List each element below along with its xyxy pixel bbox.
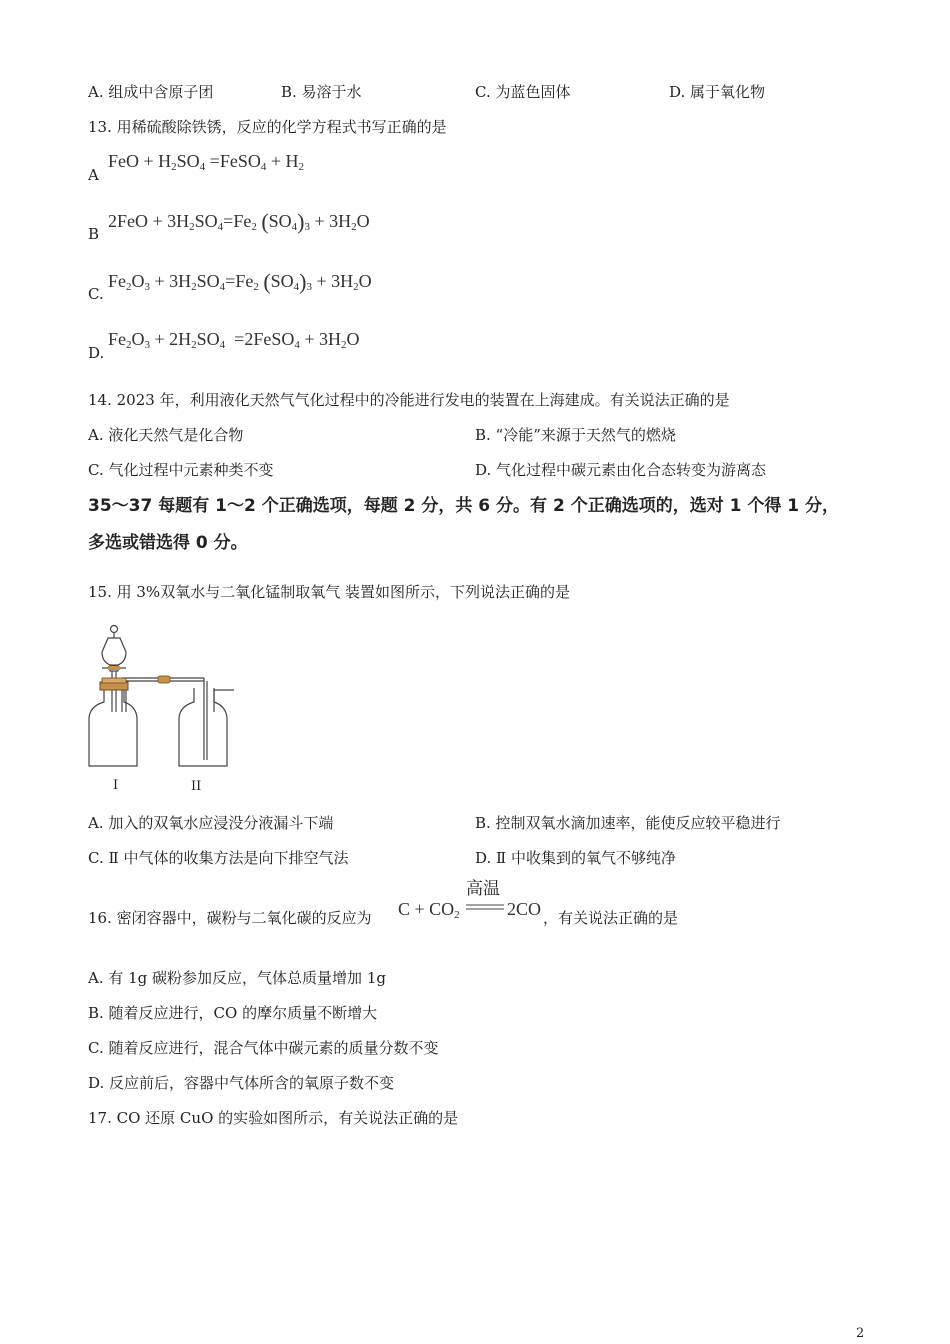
q16-stem-after: ，有关说法正确的是 [543,909,679,927]
q15-figure-label-i: I [113,778,119,793]
q12-option-c: C. 为蓝色固体 [475,83,571,101]
q15-option-d: D. Ⅱ 中收集到的氧气不够纯净 [475,849,676,867]
q13-label-c: C. [88,285,104,303]
q15-option-c: C. Ⅱ 中气体的收集方法是向下排空气法 [88,849,349,867]
q15-apparatus-figure [84,620,244,795]
q13-equation-d: $Fe_2O_3 + 2H_2SO_4$ =2FeSO$_4$ + $3H_2O$ [108,329,360,351]
q13-label-d: D. [88,344,105,362]
page-number: 2 [856,1326,865,1341]
q15-option-b: B. 控制双氧水滴加速率，能使反应较平稳进行 [475,814,781,832]
q13-label-a: A [88,166,99,184]
section-instruction-line1: 35～37 每题有 1～2 个正确选项，每题 2 分，共 6 分。有 2 个正确选项的，选对 1 个得 1 分， [88,496,840,516]
q14-option-b: B. “冷能”来源于天然气的燃烧 [475,426,676,444]
q16-equation: $C + CO_2$ [398,899,460,921]
q16-option-c: C. 随着反应进行，混合气体中碳元素的质量分数不变 [88,1039,439,1057]
q13-label-b: B [88,225,100,243]
q14-stem: 14. 2023 年，利用液化天然气气化过程中的冷能进行发电的装置在上海建成。有关说法正确的是 [88,391,730,409]
q15-option-a: A. 加入的双氧水应浸没分液漏斗下端 [88,814,334,832]
q17-stem: 17. CO 还原 CuO 的实验如图所示，有关说法正确的是 [88,1109,459,1127]
q12-option-d: D. 属于氧化物 [669,83,766,101]
q13-equation-c: $Fe_2O_3 + 3H_2SO_4=Fe_2$ $(SO_4)_3 + 3H_2O$ [108,269,372,294]
q16-option-b: B. 随着反应进行，CO 的摩尔质量不断增大 [88,1004,378,1022]
q14-option-c: C. 气化过程中元素种类不变 [88,461,274,479]
q16-double-line [466,903,504,911]
q14-option-a: A. 液化天然气是化合物 [88,426,244,444]
q16-equation-product: 2CO [507,899,542,919]
q12-option-a: A. 组成中含原子团 [88,83,214,101]
q13-equation-b: $2FeO + 3H_2SO_4=Fe_2$ $(SO_4)_3 + 3H_2O$ [108,209,370,234]
q16-option-d: D. 反应前后，容器中气体所含的氧原子数不变 [88,1074,395,1092]
q16-reaction-condition: 高温 [466,879,500,899]
q13-equation-a: FeO + $H_2SO_4$ =FeSO$_4$ + $H_2$ [108,151,304,173]
section-instruction-line2: 多选或错选得 0 分。 [88,533,248,553]
q14-option-d: D. 气化过程中碳元素由化合态转变为游离态 [475,461,767,479]
q16-stem-before: 16. 密闭容器中，碳粉与二氧化碳的反应为 [88,909,372,927]
q15-figure-label-ii: II [191,779,202,794]
q16-option-a: A. 有 1g 碳粉参加反应，气体总质量增加 1g [88,969,386,987]
q13-stem: 13. 用稀硫酸除铁锈，反应的化学方程式书写正确的是 [88,118,447,136]
q12-option-b: B. 易溶于水 [281,83,362,101]
q15-stem: 15. 用 3%双氧水与二氧化锰制取氧气 装置如图所示，下列说法正确的是 [88,583,570,601]
